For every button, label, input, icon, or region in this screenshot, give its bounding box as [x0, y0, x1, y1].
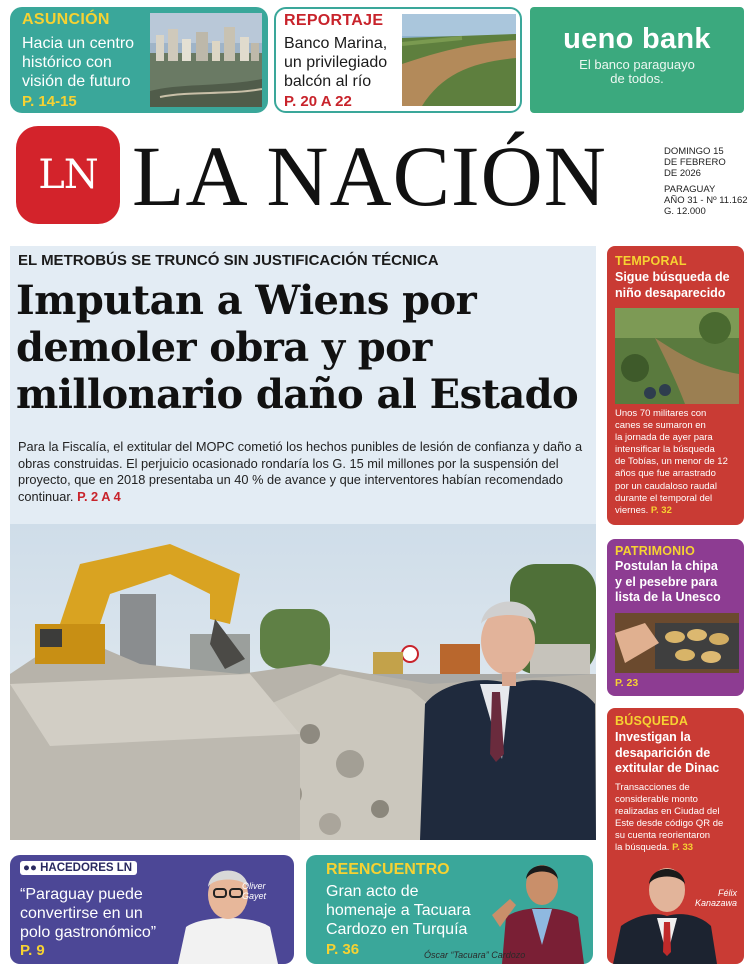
reencuentro-headline: Gran acto de homenaje a Tacuara Cardozo en Turquía	[326, 883, 471, 938]
cardozo-photo	[492, 855, 592, 964]
cardozo-credit: Óscar “Tacuara” Cardozo	[424, 950, 526, 960]
box-reencuentro[interactable]	[306, 855, 593, 964]
hacedores-quote: “Paraguay puede convertirse en un polo gastronómico”	[20, 886, 157, 941]
temporal-kicker: TEMPORAL	[615, 254, 687, 268]
main-supra: EL METROBÚS SE TRUNCÓ SIN JUSTIFICACIÓN TÉCNICA	[18, 252, 439, 269]
busqueda-page-ref: P. 33	[672, 842, 694, 854]
kanazawa-credit: Félix Kanazawa	[694, 888, 737, 908]
logo-initials: LN	[38, 152, 98, 198]
dateline: DOMINGO 15 DE FEBRERO DE 2026 PARAGUAY AÑO 31 - Nº 11.162 G. 12.000	[664, 146, 748, 217]
teaser-reportaje[interactable]	[274, 7, 522, 113]
patrimonio-kicker: PATRIMONIO	[615, 544, 696, 558]
main-headline[interactable]: Imputan a Wiens por demoler obra y por millonario daño al Estado	[16, 277, 579, 418]
patrimonio-title: Postulan la chipa y el pesebre para lista de la Unesco	[615, 559, 721, 604]
teaser-reportaje-kicker: REPORTAJE	[284, 12, 384, 29]
ln-logo[interactable]	[16, 126, 120, 224]
asuncion-city-photo	[150, 13, 262, 107]
hacedores-badge: ●● HACEDORES LN	[20, 861, 137, 875]
ad-brand: ueno bank	[563, 23, 711, 55]
kanazawa-photo	[607, 856, 744, 964]
box-hacedores[interactable]	[10, 855, 294, 964]
river-photo	[402, 14, 516, 106]
gayet-photo	[178, 855, 278, 964]
gayet-credit: Oliver Gayet	[242, 881, 267, 901]
side-busqueda[interactable]	[607, 708, 744, 964]
temporal-page-ref: P. 32	[650, 504, 672, 516]
busqueda-title: Investigan la desaparición de extitular de Dinac	[615, 730, 720, 775]
main-page-ref: P. 2 A 4	[77, 488, 121, 504]
busqueda-kicker: BÚSQUEDA	[615, 714, 689, 728]
side-patrimonio[interactable]	[607, 539, 744, 696]
reencuentro-page-ref: P. 36	[326, 941, 360, 958]
teaser-asuncion-headline: Hacia un centro histórico con visión de futuro	[22, 35, 135, 90]
people-icon: ●●	[23, 862, 41, 874]
reencuentro-kicker: REENCUENTRO	[326, 861, 450, 878]
patrimonio-page-ref: P. 23	[615, 677, 639, 689]
teaser-reportaje-page-ref: P. 20 A 22	[284, 93, 352, 110]
teaser-asuncion-kicker: ASUNCIÓN	[22, 11, 110, 28]
teaser-reportaje-headline: Banco Marina, un privilegiado balcón al río	[284, 35, 388, 90]
hacedores-page-ref: P. 9	[20, 942, 45, 959]
temporal-title: Sigue búsqueda de niño desaparecido	[615, 270, 730, 300]
busqueda-text: Transacciones de considerable monto realizadas en Ciudad del Este desde código QR de su cuenta reorientaron la búsqueda. P. 33	[615, 782, 724, 854]
temporal-text: Unos 70 militares con canes se sumaron en la jornada de ayer para intensificar la búsqueda de Tobías, un menor de 12 años que fue arrastrado por un caudaloso raudal durante el temporal del viernes. P. 32	[615, 408, 728, 516]
demolition-photo	[10, 524, 596, 840]
teaser-asuncion[interactable]	[10, 7, 268, 113]
chipa-photo	[615, 613, 739, 673]
ueno-bank-ad[interactable]	[530, 7, 744, 113]
ad-tagline: El banco paraguayo de todos.	[579, 57, 695, 86]
main-lead: Para la Fiscalía, el extitular del MOPC cometió los hechos punibles de lesión de confianza y daño a obras construidas. El perjuicio ocasionado rondaría los G. 15 mil millones por la suspensión del proyecto, que en 2018 presentaba un 40 % de avance y que interventores habían recomendado continuar. P. 2 A 4	[18, 439, 583, 504]
masthead-title[interactable]: LA NACIÓN	[132, 128, 607, 224]
side-temporal[interactable]	[607, 246, 744, 525]
flood-photo	[615, 308, 739, 404]
teaser-asuncion-page-ref: P. 14-15	[22, 93, 77, 110]
